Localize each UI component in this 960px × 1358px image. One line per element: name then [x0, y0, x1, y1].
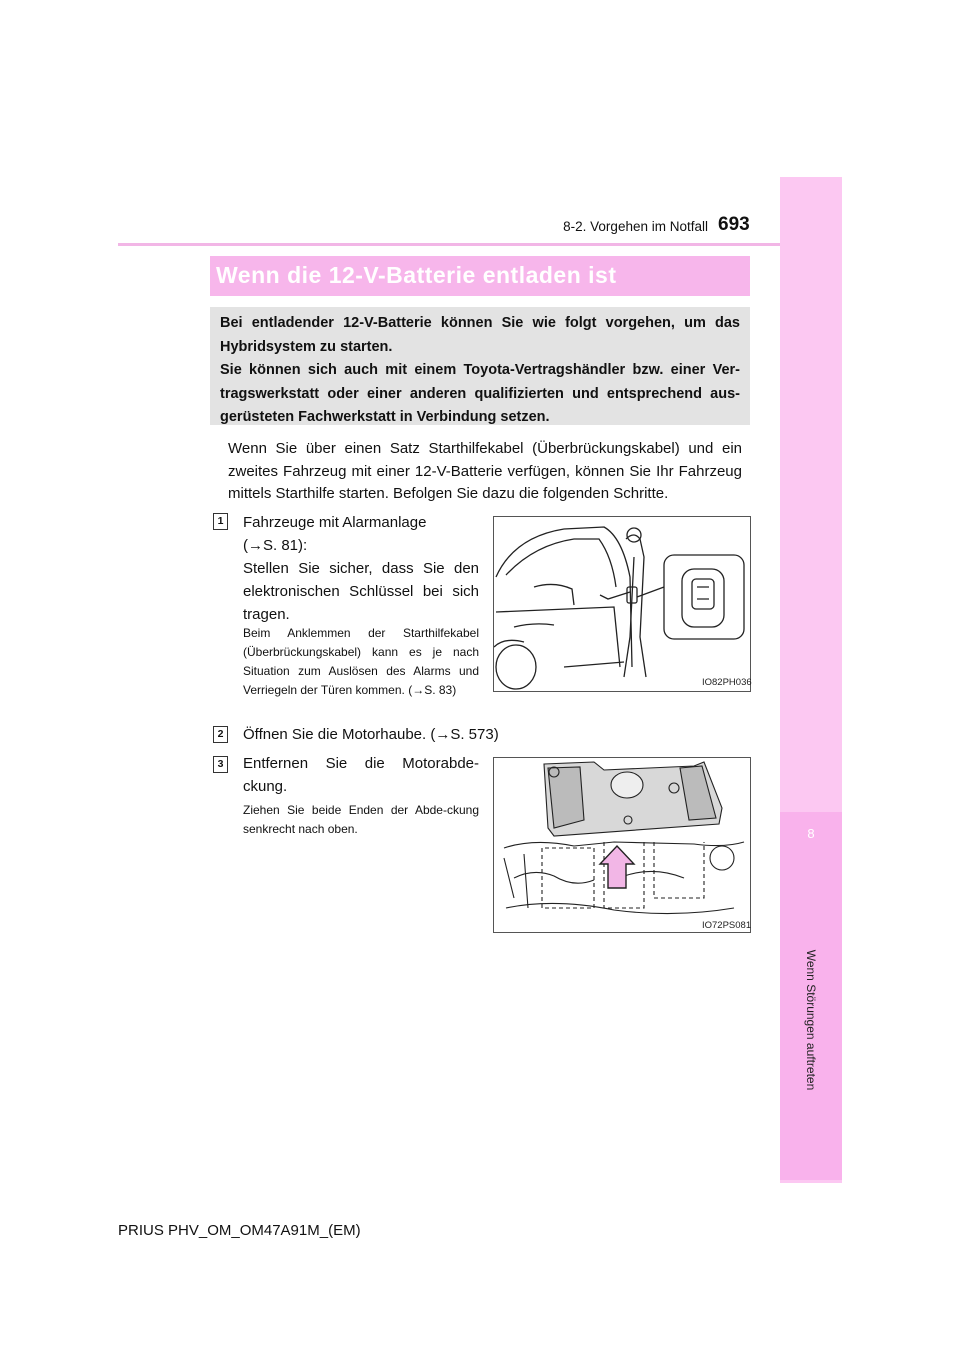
step-2-text: Öffnen Sie die Motorhaube. (→S. 573) [243, 726, 499, 743]
step-1-text [243, 511, 479, 626]
figure-2-code: IO72PS081 [702, 920, 752, 931]
intro-line-2: Sie können sich auch mit einem Toyota-Vertragshändler bzw. einer Ver-tragswerkstatt oder einer anderen qualifizierten und entsprechend aus-gerüsteten Fachwerkstatt in Verbindung setzen. [220, 362, 740, 425]
chapter-title: Wenn Störungen auftreten [804, 949, 818, 1091]
page-number: 693 [718, 214, 750, 235]
figure-1-code: IO82PH036 [702, 677, 752, 688]
step-3-badge: 3 [213, 756, 228, 773]
lift-direction-arrow [600, 846, 634, 888]
intro-text [220, 312, 740, 430]
figure-engine-cover [493, 757, 751, 933]
step-1-line-c: Stellen Sie sicher, dass Sie den elektronischen Schlüssel bei sich tragen. [243, 560, 479, 623]
header-divider [118, 243, 780, 246]
section-title: Wenn die 12-V-Batterie entladen ist [216, 262, 617, 288]
step-2-badge: 2 [213, 726, 228, 743]
figure-key-at-door [493, 516, 751, 692]
section-reference: 8-2. Vorgehen im Notfall [563, 219, 708, 234]
body-paragraph: Wenn Sie über einen Satz Starthilfekabel (Überbrückungskabel) und ein zweites Fahrzeug mit einer 12-V-Batterie verfügen, können Sie Ihr Fahrzeug mittels Starthilfe starten. Befolgen Sie dazu die folgenden Schritte. [228, 440, 742, 502]
intro-line-1: Bei entladender 12-V-Batterie können Sie wie folgt vorgehen, um das Hybridsystem zu starten. [220, 315, 740, 355]
car-door-key-illustration [494, 517, 750, 691]
step-1-badge: 1 [213, 513, 228, 530]
step-3-note: Ziehen Sie beide Enden der Abde-ckung senkrecht nach oben. [243, 803, 479, 836]
engine-cover-illustration [494, 758, 750, 932]
step-3-text: Entfernen Sie die Motorabde-ckung. [243, 755, 479, 795]
step-1-line-a: Fahrzeuge mit Alarmanlage [243, 514, 427, 531]
step-1-line-b: (→S. 81): [243, 537, 308, 554]
step-1-note: Beim Anklemmen der Starthilfekabel (Überbrückungskabel) kann es je nach Situation zum Auslösen des Alarms und Verriegeln der Türen kommen. (→S. 83) [243, 626, 479, 697]
chapter-number: 8 [807, 826, 815, 841]
document-code: PRIUS PHV_OM_OM47A91M_(EM) [118, 1222, 361, 1239]
